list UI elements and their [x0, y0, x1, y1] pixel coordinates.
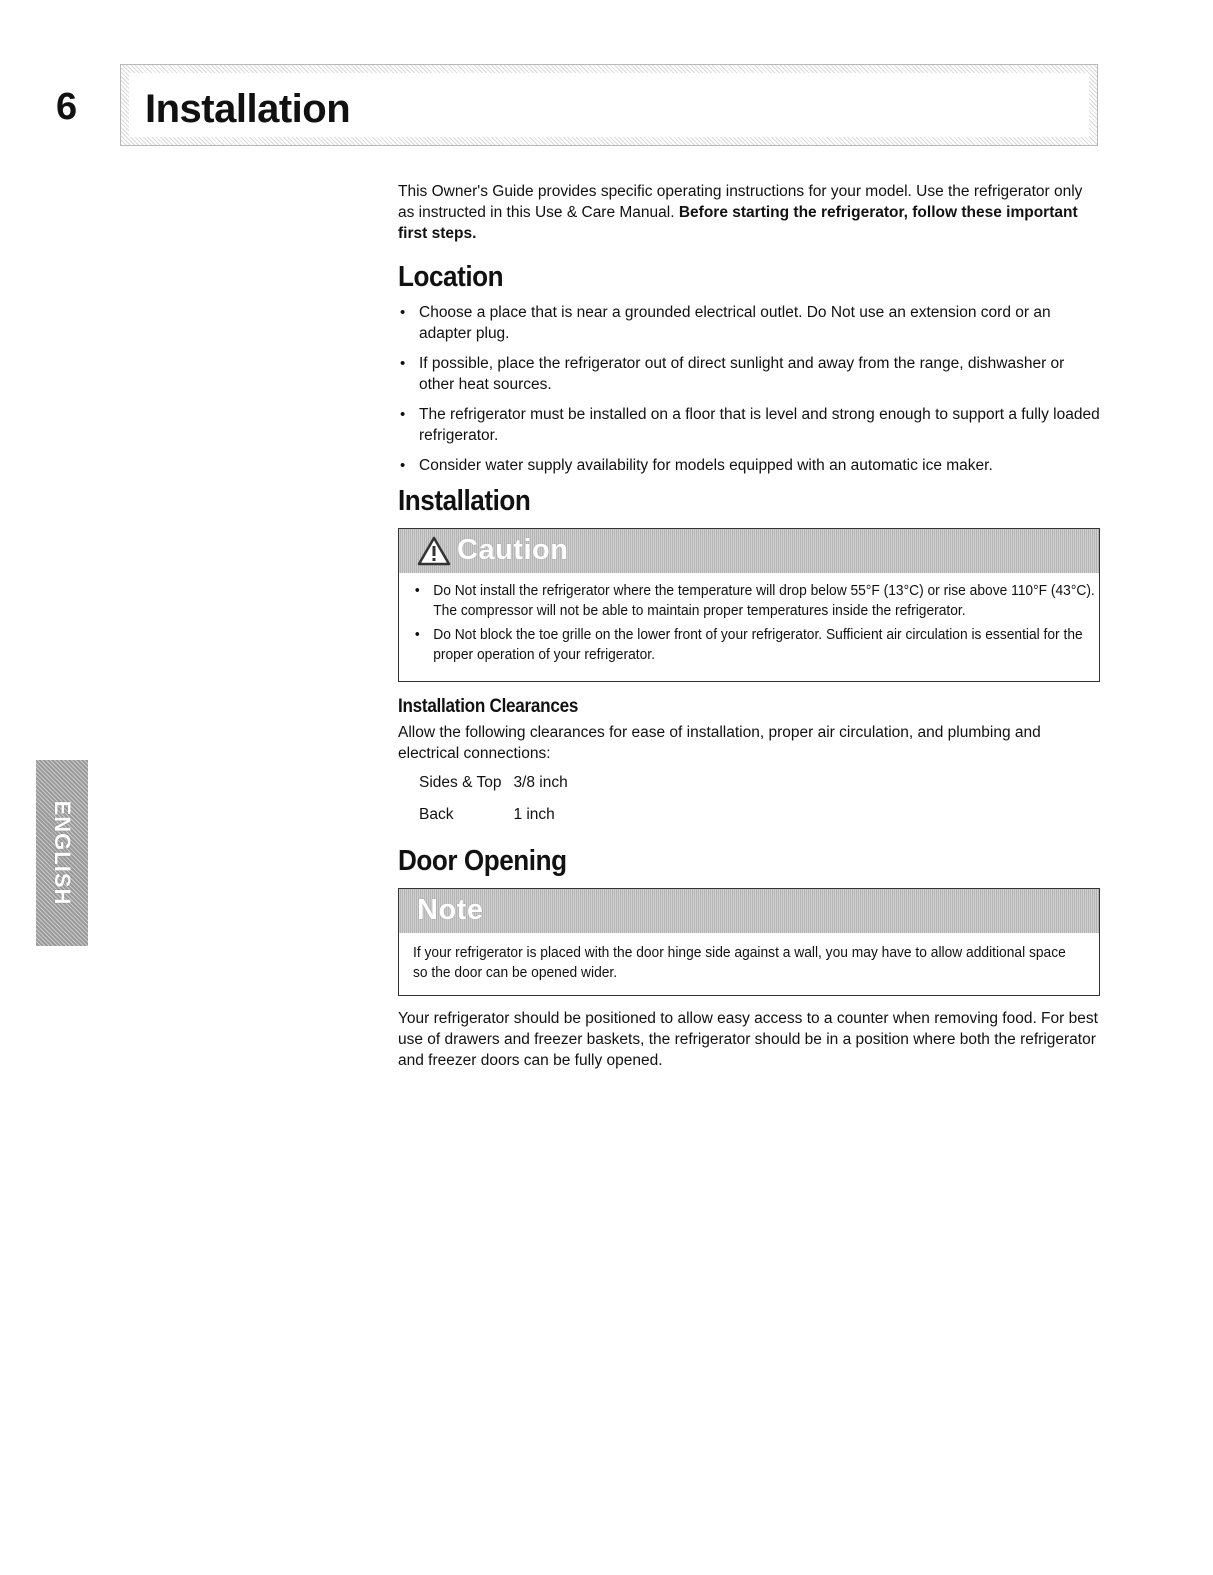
intro-bold-text: Before starting the refrigerator, follow these important first steps.: [398, 204, 1078, 242]
list-item: • The refrigerator must be installed on a floor that is level and strong enough to support a fully loaded refrigerator.: [398, 404, 1100, 446]
page-header: [120, 64, 1098, 146]
location-list: [398, 302, 1100, 476]
location-heading: Location: [398, 261, 504, 293]
clearance-value: 3/8 inch: [513, 773, 568, 791]
list-item: • Do Not block the toe grille on the lower front of your refrigerator. Sufficient air circulation is essential for the proper operation of your refrigerator.: [413, 625, 1101, 665]
page-title: Installation: [145, 87, 351, 131]
table-row: [419, 804, 580, 836]
warning-triangle-icon: [417, 536, 451, 566]
note-box: [398, 888, 1100, 996]
clearances-heading: Installation Clearances: [398, 695, 579, 717]
caution-box: [398, 528, 1100, 682]
clearance-value: 1 inch: [513, 805, 555, 823]
door-opening-text: Your refrigerator should be positioned to allow easy access to a counter when removing food. For best use of drawers and freezer baskets, the refrigerator should be in a position where both the refrigerator and freezer doors can be fully opened.: [398, 1009, 1098, 1069]
table-row: [419, 772, 580, 804]
note-text: If your refrigerator is placed with the door hinge side against a wall, you may have to allow additional space so the door can be opened wider.: [413, 943, 1066, 981]
note-box-body: [399, 933, 1099, 995]
language-side-tab: [36, 760, 88, 946]
list-item: • If possible, place the refrigerator out of direct sunlight and away from the range, dishwasher or other heat sources.: [398, 353, 1100, 395]
caution-box-header: [399, 529, 1099, 573]
note-box-header: [399, 889, 1099, 933]
main-content: [398, 181, 1100, 1071]
clearance-label: Back: [419, 805, 454, 823]
list-item: • Do Not install the refrigerator where the temperature will drop below 55°F (13°C) or rise above 110°F (43°C). The compressor will not be able to maintain proper temperatures inside the refrigerator.: [413, 581, 1101, 621]
intro-paragraph: [398, 181, 1100, 244]
note-title: Note: [417, 894, 484, 927]
list-item: • Consider water supply availability for models equipped with an automatic ice maker.: [398, 455, 1100, 476]
clearances-text: Allow the following clearances for ease of installation, proper air circulation, and plumbing and electrical connections:: [398, 723, 1041, 762]
installation-heading: Installation: [398, 484, 531, 517]
caution-box-body: [399, 573, 1099, 681]
intro-text: This Owner's Guide provides specific operating instructions for your model. Use the refrigerator only as instructed in this Use & Care Manual.: [398, 183, 1083, 221]
page-header-inner: [129, 73, 1089, 137]
caution-list: [413, 581, 1095, 665]
clearances-table: [419, 772, 580, 836]
list-item: • Choose a place that is near a grounded electrical outlet. Do Not use an extension cord or an adapter plug.: [398, 302, 1100, 344]
clearance-label: Sides & Top: [419, 773, 502, 791]
caution-title: Caution: [457, 534, 569, 567]
door-opening-heading: Door Opening: [398, 844, 567, 877]
language-side-tab-label: ENGLISH: [50, 800, 75, 906]
page-number: 6: [56, 86, 78, 128]
